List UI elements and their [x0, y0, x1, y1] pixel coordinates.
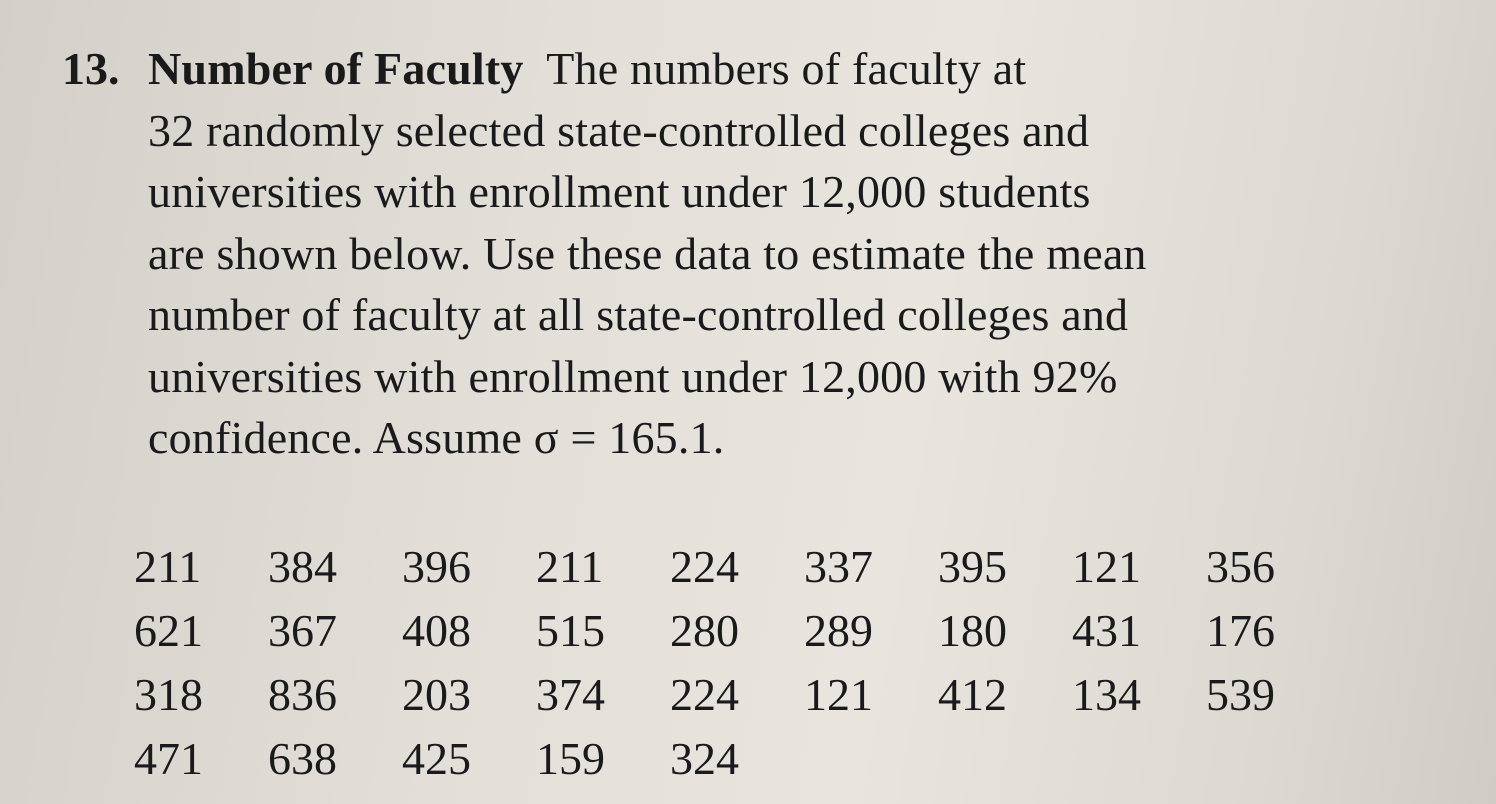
problem-line-7: confidence. Assume σ = 165.1. [148, 412, 725, 463]
data-cell: 280 [670, 604, 739, 656]
data-cell: 318 [134, 668, 203, 720]
faculty-data-table [134, 534, 1340, 790]
data-cell: 203 [402, 668, 471, 720]
data-row [134, 534, 1340, 598]
data-cell: 211 [536, 540, 604, 592]
problem-number: 13. [62, 43, 120, 94]
data-cell: 836 [268, 668, 337, 720]
problem-line-6: universities with enrollment under 12,000 with 92% [148, 350, 1118, 402]
data-cell: 176 [1206, 604, 1275, 656]
problem-line-3: universities with enrollment under 12,000 students [148, 166, 1091, 217]
data-cell: 324 [670, 732, 739, 784]
data-cell: 471 [134, 732, 203, 784]
problem-title: Number of Faculty [148, 43, 524, 94]
data-cell: 395 [938, 540, 1007, 592]
data-cell: 515 [536, 604, 605, 656]
problem-line-2: 32 randomly selected state-controlled colleges and [148, 104, 1090, 156]
empty-cell [1072, 726, 1206, 790]
data-cell: 425 [402, 732, 471, 784]
data-cell: 412 [938, 668, 1007, 720]
data-cell: 159 [536, 732, 605, 784]
data-cell: 224 [670, 668, 739, 720]
data-row [134, 726, 1340, 790]
data-cell: 638 [268, 732, 337, 784]
data-cell: 374 [536, 668, 605, 720]
empty-cell [938, 726, 1072, 790]
data-cell: 224 [670, 540, 739, 592]
data-cell: 396 [402, 540, 471, 592]
problem-line-text: The numbers of faculty at [546, 43, 1027, 94]
data-cell: 211 [134, 540, 202, 592]
problem-line-1 [148, 38, 1318, 100]
data-cell: 367 [268, 604, 337, 656]
data-cell: 121 [804, 668, 873, 720]
problem-statement [148, 38, 1318, 469]
data-cell: 337 [804, 540, 873, 592]
data-cell: 539 [1206, 668, 1275, 720]
problem-line-5: number of faculty at all state-controlled colleges and [148, 289, 1129, 340]
data-row [134, 662, 1340, 726]
data-cell: 134 [1072, 668, 1141, 720]
data-cell: 180 [938, 604, 1007, 656]
empty-cell [1206, 726, 1340, 790]
data-cell: 384 [268, 540, 337, 592]
problem-line-4: are shown below. Use these data to estimate the mean [148, 227, 1147, 279]
data-cell: 408 [402, 604, 471, 656]
data-cell: 121 [1072, 540, 1141, 592]
data-cell: 289 [804, 604, 873, 656]
data-cell: 621 [134, 604, 203, 656]
empty-cell [804, 726, 938, 790]
data-row [134, 598, 1340, 662]
data-cell: 356 [1206, 540, 1275, 592]
data-cell: 431 [1072, 604, 1141, 656]
